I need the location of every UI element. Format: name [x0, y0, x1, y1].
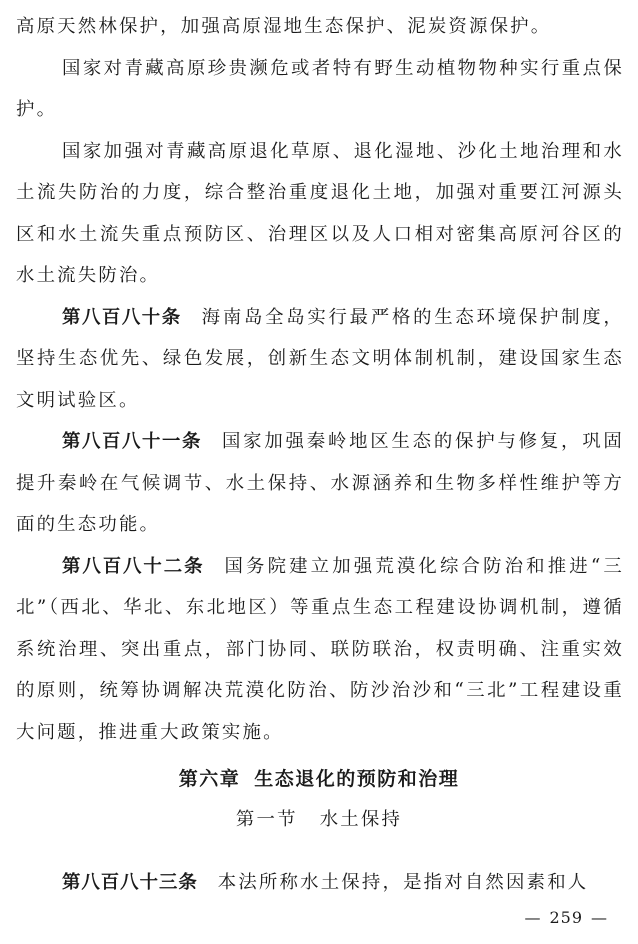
article-heading: 第八百八十三条 — [62, 872, 198, 893]
chapter-title: 生态退化的预防和治理 — [254, 768, 460, 790]
chapter-heading — [0, 766, 638, 792]
paragraph — [16, 131, 624, 297]
chapter-number: 第六章 — [178, 768, 241, 790]
article-text: 海南岛全岛实行最严格的生态环境保护制度，坚持生态优先、绿色发展，创新生态文明体制机制，建设国家生态文明试验区。 — [16, 306, 624, 411]
article-text: 国务院建立加强荒漠化综合防治和推进“三北”（西北、华北、东北地区）等重点生态工程建设协调机制，遵循系统治理、突出重点，部门协同、联防联治，权责明确、注重实效的原则，统筹协调解决荒漠化防治、防沙治沙和“三北”工程建设重大问题，推进重大政策实施。 — [16, 555, 624, 743]
paragraph-continuation — [16, 6, 624, 48]
page-number-dash-right: — — [591, 908, 608, 927]
section-heading — [0, 807, 638, 833]
paragraph — [16, 48, 624, 131]
article-text: 本法所称水土保持，是指对自然因素和人 — [217, 872, 589, 893]
article-heading: 第八百八十条 — [62, 306, 182, 328]
paragraph-text: 国家加强对青藏高原退化草原、退化湿地、沙化土地治理和水土流失防治的力度，综合整治重度退化土地，加强对重要江河源头区和水土流失重点预防区、治理区以及人口相对密集高原河谷区的水土流失防治。 — [16, 140, 624, 286]
section-title: 水土保持 — [319, 809, 403, 830]
page-number-value: 259 — [549, 908, 583, 927]
article-883-container — [16, 862, 624, 904]
paragraph-text: 国家对青藏高原珍贵濒危或者特有野生动植物物种实行重点保护。 — [16, 57, 624, 120]
section-number: 第一节 — [235, 809, 298, 830]
paragraph-text: 高原天然林保护，加强高原湿地生态保护、泥炭资源保护。 — [16, 16, 552, 37]
article-883 — [16, 862, 624, 904]
article-text: 国家加强秦岭地区生态的保护与修复，巩固提升秦岭在气候调节、水土保持、水源涵养和生物多样性维护等方面的生态功能。 — [16, 431, 624, 535]
article-881 — [16, 421, 624, 546]
article-heading: 第八百八十二条 — [62, 555, 205, 577]
article-heading: 第八百八十一条 — [62, 431, 202, 452]
document-body — [16, 6, 624, 753]
page-number — [516, 908, 616, 927]
page-number-dash-left: — — [524, 908, 542, 927]
article-882 — [16, 546, 624, 754]
article-880 — [16, 297, 624, 422]
